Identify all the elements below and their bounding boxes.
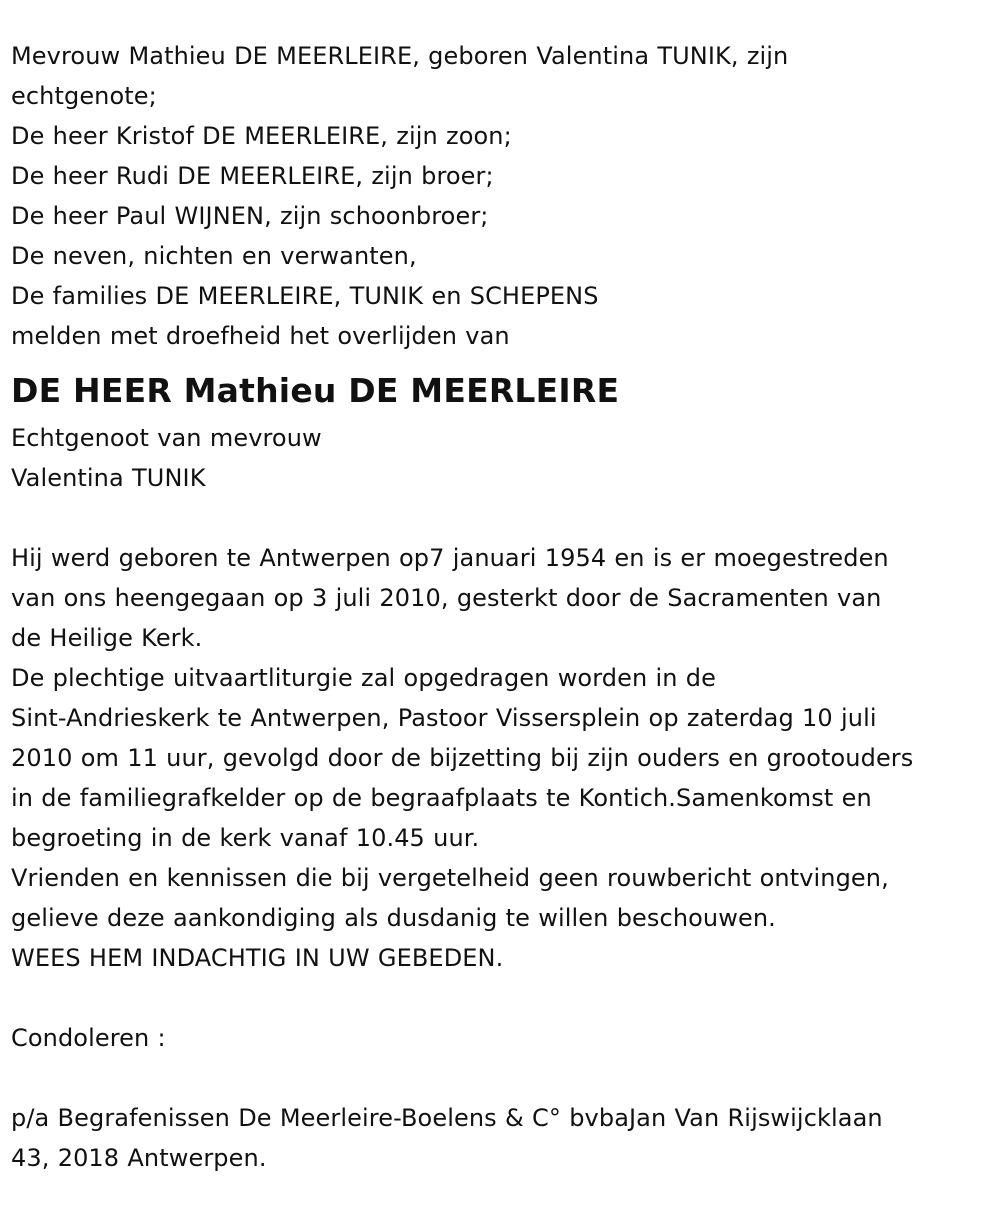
body-line: WEES HEM INDACHTIG IN UW GEBEDEN. — [11, 944, 504, 972]
body-text-block — [11, 538, 993, 978]
announcer-line: De families DE MEERLEIRE, TUNIK en SCHEPENS — [11, 282, 599, 310]
body-line: Hij werd geboren te Antwerpen op7 januari 1954 en is er moegestreden — [11, 544, 889, 572]
announcer-line: De heer Kristof DE MEERLEIRE, zijn zoon; — [11, 122, 512, 150]
condolences-address-block — [11, 1098, 993, 1178]
body-line: in de familiegrafkelder op de begraafplaats te Kontich.Samenkomst en — [11, 784, 872, 812]
body-line: de Heilige Kerk. — [11, 624, 203, 652]
deceased-name-heading: DE HEER Mathieu DE MEERLEIRE — [11, 371, 620, 410]
announcer-line: Mevrouw Mathieu DE MEERLEIRE, geboren Valentina TUNIK, zijn — [11, 42, 789, 70]
announcer-line: De heer Rudi DE MEERLEIRE, zijn broer; — [11, 162, 494, 190]
spacer — [11, 1058, 993, 1098]
body-line: gelieve deze aankondiging als dusdanig te willen beschouwen. — [11, 904, 776, 932]
announcer-line: melden met droefheid het overlijden van — [11, 322, 510, 350]
body-line: De plechtige uitvaartliturgie zal opgedragen worden in de — [11, 664, 717, 692]
spacer — [11, 498, 993, 538]
spouse-line: Echtgenoot van mevrouw — [11, 424, 322, 452]
body-line: 2010 om 11 uur, gevolgd door de bijzetting bij zijn ouders en grootouders — [11, 744, 914, 772]
announcers-block — [11, 36, 993, 356]
condolences-label: Condoleren : — [11, 1024, 166, 1052]
address-line: 43, 2018 Antwerpen. — [11, 1144, 267, 1172]
body-line: Vrienden en kennissen die bij vergetelheid geen rouwbericht ontvingen, — [11, 864, 889, 892]
address-line: p/a Begrafenissen De Meerleire-Boelens & C° bvbaJan Van Rijswijcklaan — [11, 1104, 883, 1132]
obituary-notice — [11, 36, 993, 1178]
announcer-line: De heer Paul WIJNEN, zijn schoonbroer; — [11, 202, 489, 230]
body-line: Sint-Andrieskerk te Antwerpen, Pastoor Vissersplein op zaterdag 10 juli — [11, 704, 877, 732]
spacer — [11, 978, 993, 1018]
announcer-line: De neven, nichten en verwanten, — [11, 242, 417, 270]
spouse-block — [11, 418, 993, 498]
spouse-line: Valentina TUNIK — [11, 464, 206, 492]
body-line: van ons heengegaan op 3 juli 2010, gesterkt door de Sacramenten van — [11, 584, 882, 612]
body-line: begroeting in de kerk vanaf 10.45 uur. — [11, 824, 480, 852]
announcer-line: echtgenote; — [11, 82, 157, 110]
